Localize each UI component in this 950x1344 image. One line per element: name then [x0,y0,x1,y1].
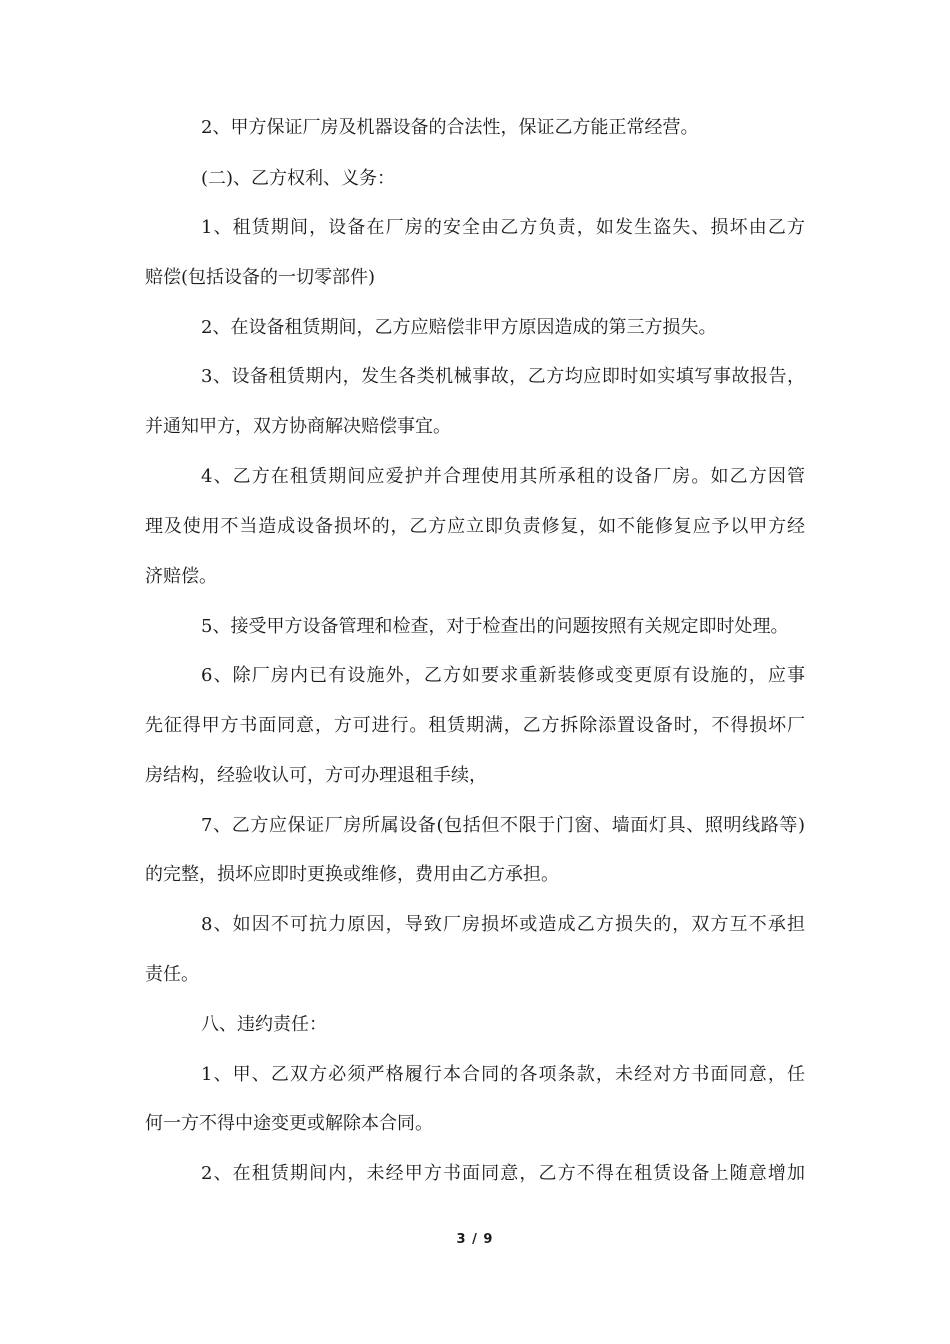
section-heading: 八、违约责任： [201,1014,327,1035]
paragraph-line: 6、除厂房内已有设施外，乙方如要求重新装修或变更原有设施的，应事 [201,665,805,686]
paragraph-line: 并通知甲方，双方协商解决赔偿事宜。 [145,416,451,437]
paragraph-line: 房结构，经验收认可，方可办理退租手续， [145,765,487,786]
paragraph-line: 责任。 [145,964,199,985]
paragraph-line: 4、乙方在租赁期间应爱护并合理使用其所承租的设备厂房。如乙方因管 [201,466,805,487]
paragraph-line: 7、乙方应保证厂房所属设备(包括但不限于门窗、墙面灯具、照明线路等) [201,815,805,836]
paragraph-line: 何一方不得中途变更或解除本合同。 [145,1113,433,1134]
paragraph-line: 2、甲方保证厂房及机器设备的合法性，保证乙方能正常经营。 [201,117,699,138]
paragraph-line: 8、如因不可抗力原因，导致厂房损坏或造成乙方损失的，双方互不承担 [201,914,805,935]
page-number: 3 / 9 [456,1232,494,1247]
paragraph-line: 1、甲、乙双方必须严格履行本合同的各项条款，未经对方书面同意，任 [201,1064,805,1085]
section-heading: (二)、乙方权利、义务： [201,168,396,189]
paragraph-line: 济赔偿。 [145,566,217,587]
paragraph-line: 先征得甲方书面同意，方可进行。租赁期满，乙方拆除添置设备时，不得损坏厂 [145,715,805,736]
paragraph-line: 5、接受甲方设备管理和检查，对于检查出的问题按照有关规定即时处理。 [201,616,789,637]
paragraph-line: 3、设备租赁期内，发生各类机械事故，乙方均应即时如实填写事故报告， [201,366,805,387]
paragraph-line: 2、在租赁期间内，未经甲方书面同意，乙方不得在租赁设备上随意增加 [201,1163,805,1184]
paragraph-line: 赔偿(包括设备的一切零部件) [145,267,376,288]
paragraph-line: 理及使用不当造成设备损坏的，乙方应立即负责修复，如不能修复应予以甲方经 [145,516,805,537]
paragraph-line: 2、在设备租赁期间，乙方应赔偿非甲方原因造成的第三方损失。 [201,317,717,338]
paragraph-line: 1、租赁期间，设备在厂房的安全由乙方负责，如发生盗失、损坏由乙方 [201,217,805,238]
paragraph-line: 的完整，损坏应即时更换或维修，费用由乙方承担。 [145,864,559,885]
